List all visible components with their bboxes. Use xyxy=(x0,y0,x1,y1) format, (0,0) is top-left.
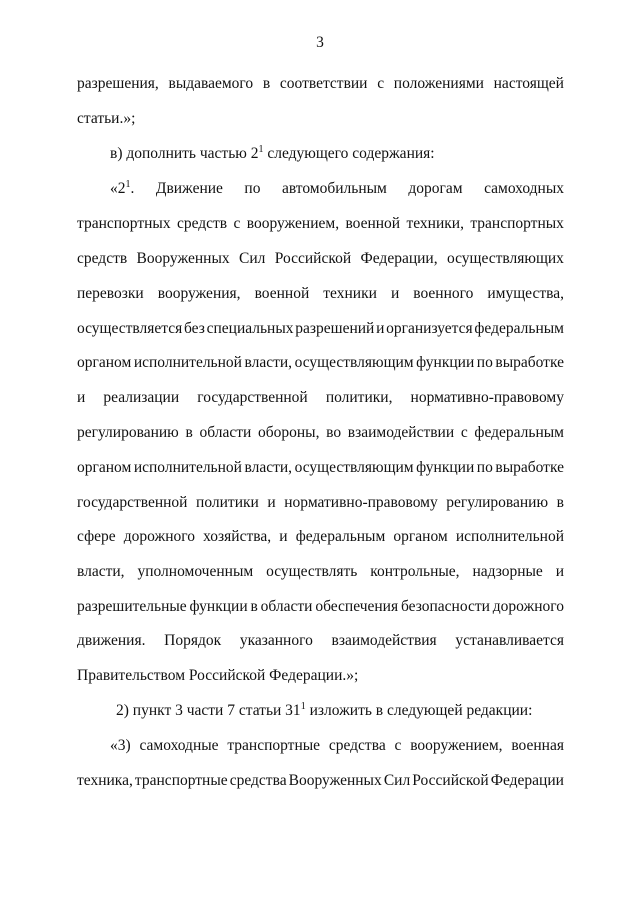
word: с xyxy=(233,215,241,232)
word: Сил xyxy=(383,772,411,789)
word: организуется xyxy=(386,320,473,337)
word: в xyxy=(185,424,193,441)
word: дорогам xyxy=(408,180,463,197)
word: устанавливается xyxy=(455,632,564,649)
text-line: Правительством Российской Федерации.»; xyxy=(77,667,359,684)
word: средства xyxy=(328,737,386,754)
word: в xyxy=(556,494,564,511)
superscript: 1 xyxy=(258,144,264,155)
word: обороны, xyxy=(257,424,320,441)
word: вооружения, xyxy=(157,285,241,302)
word: транспортных xyxy=(77,215,171,232)
word: средств xyxy=(176,215,228,232)
word: федеральным xyxy=(295,528,386,545)
text-line xyxy=(77,388,564,408)
word: области xyxy=(260,598,313,615)
word: исполнительной xyxy=(133,459,242,476)
word: вооружением, xyxy=(410,737,503,754)
word: власти, xyxy=(244,354,293,371)
word: функции xyxy=(189,598,248,615)
word: регулированию xyxy=(77,424,179,441)
page-number: 3 xyxy=(316,34,324,51)
word: специальных xyxy=(206,320,294,337)
word: осуществляется xyxy=(77,320,183,337)
word: техники xyxy=(323,285,377,302)
word: органом xyxy=(77,354,132,371)
word: средств xyxy=(77,250,128,267)
word: Федерации xyxy=(490,772,564,789)
superscript: 1 xyxy=(125,179,131,190)
word: нормативно-правовому xyxy=(284,494,438,511)
word: государственной xyxy=(77,494,188,511)
text-line xyxy=(77,458,564,478)
word: и xyxy=(77,389,86,406)
word: самоходные xyxy=(139,737,219,754)
line-text: в) дополнить частью 2 xyxy=(110,145,259,162)
word: выдаваемого xyxy=(168,75,254,92)
word: разрешительные xyxy=(77,598,187,615)
word: осуществлять xyxy=(266,563,358,580)
word: движения. xyxy=(77,632,146,649)
word: соответствии xyxy=(279,75,368,92)
word: по xyxy=(244,180,261,197)
word: имущества, xyxy=(487,285,564,302)
text-line xyxy=(110,179,564,199)
word: функции xyxy=(416,459,475,476)
word: органом xyxy=(393,528,448,545)
word: техника, xyxy=(77,772,133,789)
word: безопасности xyxy=(400,598,490,615)
text-line xyxy=(77,771,564,791)
word: военной xyxy=(254,285,310,302)
word: с xyxy=(377,75,385,92)
word: регулированию xyxy=(446,494,549,511)
word: Порядок xyxy=(164,632,222,649)
word: самоходных xyxy=(484,180,564,197)
word: настоящей xyxy=(493,75,564,92)
word: во xyxy=(326,424,342,441)
line-text: следующего содержания: xyxy=(263,145,435,162)
word: политики, xyxy=(325,389,393,406)
word: выработке xyxy=(495,459,564,476)
word: с xyxy=(460,424,468,441)
word: и xyxy=(279,528,288,545)
superscript: 1 xyxy=(300,701,306,712)
text-line xyxy=(77,631,564,651)
word: дорожного xyxy=(123,528,195,545)
word: осуществляющим xyxy=(294,459,414,476)
text-line xyxy=(110,144,435,164)
text-line xyxy=(77,597,564,617)
text-line xyxy=(77,249,564,269)
text-line xyxy=(77,493,564,513)
line-text: 2) пункт 3 части 7 статьи 31 xyxy=(116,702,301,719)
line-text: . xyxy=(130,180,135,197)
word: надзорные xyxy=(472,563,543,580)
word: и xyxy=(555,563,564,580)
word: взаимодействии xyxy=(347,424,455,441)
word: функции xyxy=(416,354,475,371)
word: Вооруженных xyxy=(136,250,230,267)
text-line xyxy=(77,562,564,582)
word: автомобильным xyxy=(281,180,387,197)
text-line xyxy=(77,353,564,373)
word: транспортные xyxy=(227,737,321,754)
text-line xyxy=(110,736,564,756)
text-line: статьи.»; xyxy=(77,110,136,127)
word: нормативно-правовому xyxy=(410,389,564,406)
word: исполнительной xyxy=(133,354,242,371)
word: уполномоченным xyxy=(137,563,254,580)
line-text: изложить в следующей редакции: xyxy=(305,702,533,719)
word: Федерации, xyxy=(360,250,438,267)
word: перевозки xyxy=(77,285,144,302)
word: осуществляющих xyxy=(446,250,564,267)
word: федеральным xyxy=(474,320,564,337)
word: транспортных xyxy=(470,215,564,232)
word: техники, xyxy=(406,215,464,232)
word: федеральным xyxy=(474,424,564,441)
word: выработке xyxy=(495,354,564,371)
word: контрольные, xyxy=(370,563,460,580)
word: власти, xyxy=(77,563,125,580)
word: органом xyxy=(77,459,132,476)
word: власти, xyxy=(244,459,293,476)
word: военная xyxy=(511,737,564,754)
text-line xyxy=(77,74,564,94)
word: государственной xyxy=(197,389,308,406)
text-line xyxy=(77,214,564,234)
word: осуществляющим xyxy=(294,354,414,371)
word: транспортные xyxy=(134,772,228,789)
word: и xyxy=(390,285,400,302)
word: хозяйства, xyxy=(203,528,272,545)
word: области xyxy=(199,424,252,441)
word: военного xyxy=(413,285,474,302)
word: без xyxy=(183,320,205,337)
text-line xyxy=(77,284,564,304)
word: положениями xyxy=(393,75,484,92)
word: в xyxy=(250,598,258,615)
word: и xyxy=(376,320,385,337)
word: военной xyxy=(345,215,401,232)
word: взаимодействия xyxy=(331,632,437,649)
word: средства xyxy=(229,772,287,789)
line-text: «2 xyxy=(110,180,126,197)
paragraph-number xyxy=(110,179,134,199)
word: «3) xyxy=(110,737,131,754)
word: реализации xyxy=(103,389,180,406)
word: по xyxy=(476,354,493,371)
word: исполнительной xyxy=(455,528,564,545)
word: обеспечения xyxy=(315,598,399,615)
word: Сил xyxy=(239,250,266,267)
word: и xyxy=(267,494,276,511)
word: сфере xyxy=(77,528,116,545)
word: указанного xyxy=(239,632,313,649)
word: Вооруженных xyxy=(288,772,382,789)
word: Российской xyxy=(412,772,489,789)
word: в xyxy=(262,75,271,92)
word: по xyxy=(476,459,493,476)
word: разрешения, xyxy=(77,75,159,92)
text-line xyxy=(77,527,564,547)
word: Движение xyxy=(155,180,223,197)
word: вооружением, xyxy=(246,215,340,232)
text-line xyxy=(77,423,564,443)
text-line xyxy=(77,319,564,339)
word: политики xyxy=(196,494,259,511)
word: Российской xyxy=(274,250,352,267)
text-line xyxy=(116,701,532,721)
word: дорожного xyxy=(492,598,564,615)
word: разрешений xyxy=(295,320,375,337)
word: с xyxy=(394,737,402,754)
